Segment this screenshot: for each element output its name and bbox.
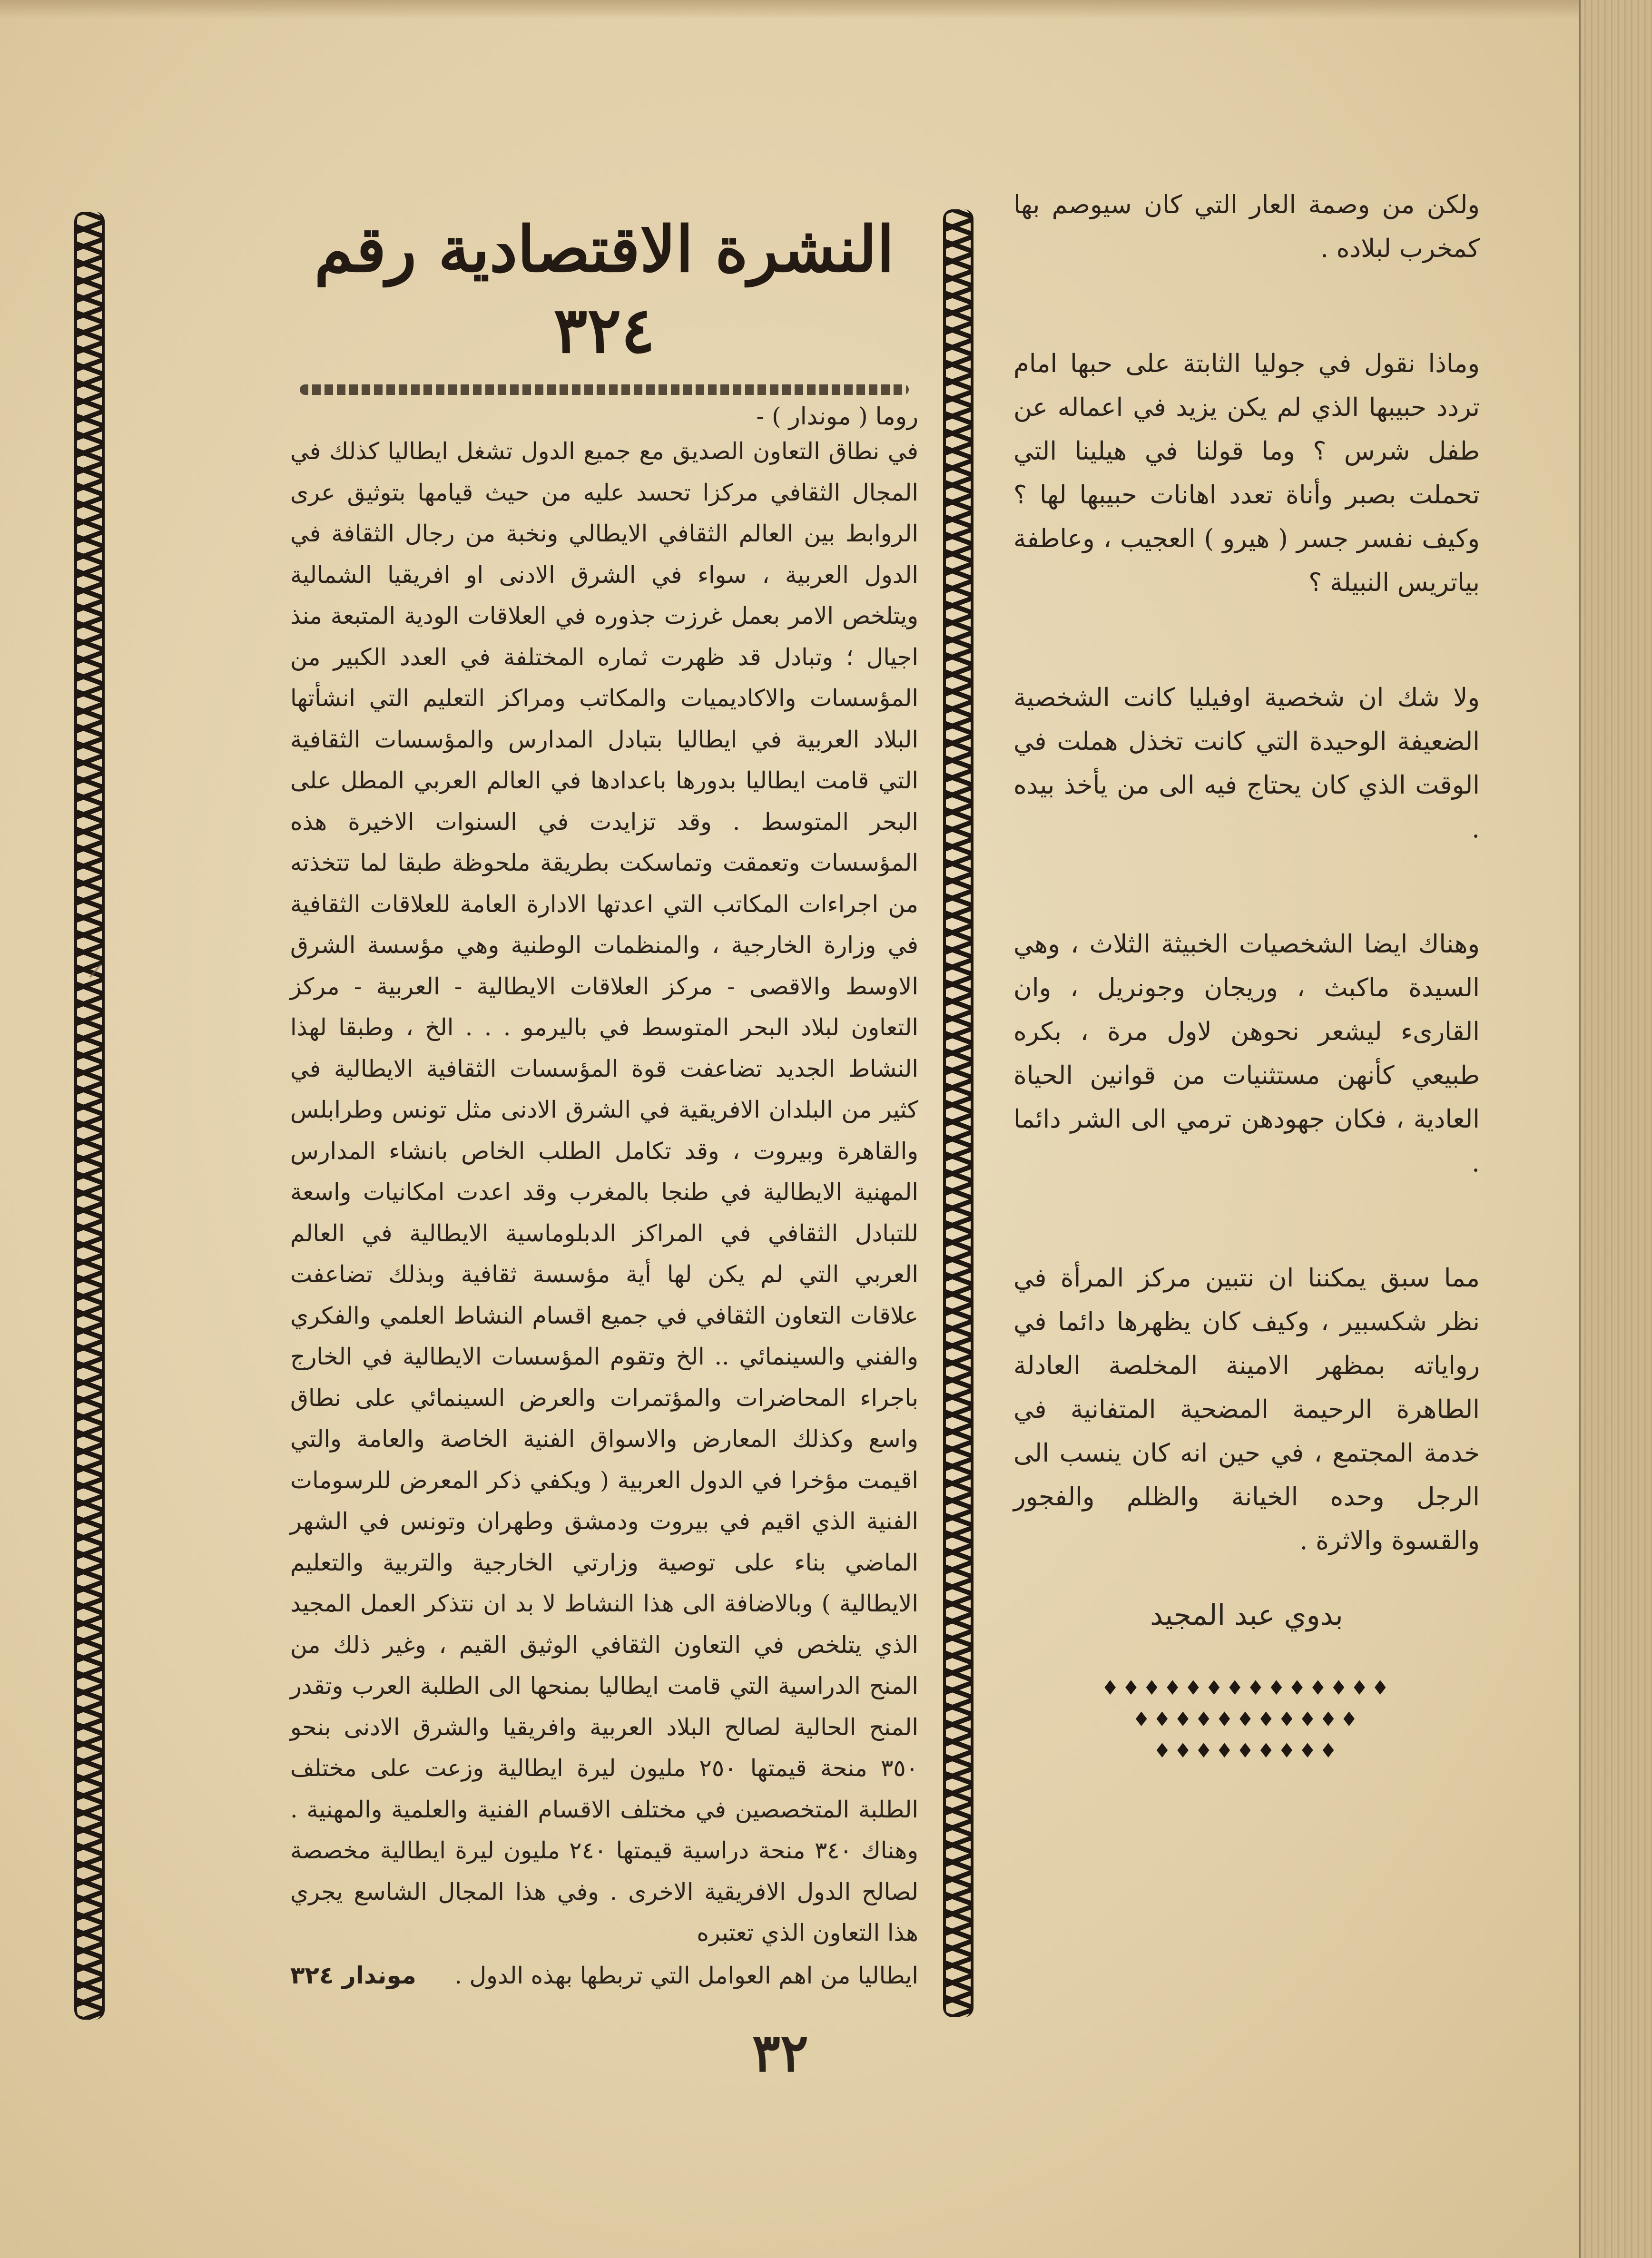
diamond-ornament-row: ♦♦♦♦♦♦♦♦♦ [1153,1739,1340,1762]
bulletin-dateline: روما ( موندار ) - [756,403,918,430]
article-paragraph: ولا شك ان شخصية اوفيليا كانت الشخصية الضعيفة الوحيدة التي كانت تخذل هملت في الوقت الذي كان يحتاج فيه الى من يأخذ بيده . [1013,683,1480,844]
page-stack-edge [1579,0,1652,2258]
title-underline [300,384,909,395]
bulletin-signoff [290,1955,918,1997]
article-paragraph: ولكن من وصمة العار التي كان سيوصم بها كمخرب لبلاده . [1013,190,1480,263]
economic-bulletin [290,209,918,1996]
article-paragraph: مما سبق يمكننا ان نتبين مركز المرأة في نظر شكسبير ، وكيف كان يظهرها دائما في رواياته بمظهر الامينة المخلصة العادلة الطاهرة الرحيمة المضحية المتفانية في خدمة المجتمع ، في حين انه كان ينسب الى الرجل وحده الخيانة والظلم والفجور والقسوة والاثرة . [1013,1264,1480,1555]
closing-ornaments [1013,1672,1480,1767]
article-author: بدوي عبد المجيد [1150,1599,1343,1632]
column-divider-rope [943,209,974,2017]
diamond-ornament-row: ♦♦♦♦♦♦♦♦♦♦♦♦♦♦ [1101,1676,1392,1699]
article-paragraph: وهناك ايضا الشخصيات الخبيثة الثلاث ، وهي السيدة ماكبث ، وريجان وجونريل ، وان القارىء ليشعر نحوهن لاول مرة ، بكره طبيعي كأنهن مستثنيات من قوانين الحياة العادية ، فكان جهودهن ترمي الى الشر دائما . [1013,930,1480,1178]
page-number: ٣٢ [752,2022,809,2083]
bulletin-last-line: ايطاليا من اهم العوامل التي تربطها بهذه الدول . [454,1962,918,1989]
article-paragraph: وماذا نقول في جوليا الثابتة على حبها امام تردد حبيبها الذي لم يكن يزيد في اعماله عن طفل شرس ؟ وما قولنا في هيلينا التي تحملت بصبر وأناة تعدد اهانات حبيبها لها ؟ وكيف نفسر جسر ( هيرو ) العجيب ، وعاطفة بياتريس النبيلة ؟ [1013,349,1480,597]
diamond-ornament-row: ♦♦♦♦♦♦♦♦♦♦♦ [1132,1708,1361,1731]
bulletin-paragraph: في نطاق التعاون الصديق مع جميع الدول تشغل ايطاليا كذلك في المجال الثقافي مركزا تحسد عليه من حيث قيامها بتوثيق عرى الروابط بين العالم الثقافي الايطالي ونخبة من رجال الثقافة في الدول العربية ، سواء في الشرق الادنى او افريقيا الشمالية ويتلخص الامر بعمل غرزت جذوره في العلاقات الودية المتبعة منذ اجيال ؛ وتبادل قد ظهرت ثماره المختلفة في العدد الكبير من المؤسسات والاكاديميات والمكاتب ومراكز التعليم التي انشأتها البلاد العربية في ايطاليا بتبادل المدارس والمؤسسات الثقافية التي قامت ايطاليا بدورها باعدادها في العالم العربي المطل على البحر المتوسط . وقد تزايدت في السنوات الاخيرة هذه المؤسسات وتعمقت وتماسكت بطريقة ملحوظة طبقا لما تتخذته من اجراءات المكاتب التي اعدتها الادارة العامة للعلاقات الثقافية في وزارة الخارجية ، والمنظمات الوطنية وهي مؤسسة الشرق الاوسط والاقصى - مركز العلاقات الايطالية - العربية - مركز التعاون لبلاد البحر المتوسط في باليرمو . . . الخ ، وطبقا لهذا النشاط الجديد تضاعفت قوة المؤسسات الثقافية الايطالية في كثير من البلدان الافريقية في الشرق الادنى مثل تونس وطرابلس والقاهرة وبيروت ، وقد تكامل الطلب الخاص بانشاء المدارس المهنية الايطالية في طنجا بالمغرب وقد اعدت امكانيات واسعة للتبادل الثقافي في المراكز الدبلوماسية الايطالية في العالم العربي التي لم يكن لها أية مؤسسة ثقافية وبذلك تضاعفت علاقات التعاون الثقافي في جميع اقسام النشاط العلمي والفكري والفني والسينمائي .. الخ وتقوم المؤسسات الايطالية في الخارج باجراء المحاضرات والمؤتمرات والعرض السينمائي على نطاق واسع وكذلك المعارض والاسواق الفنية الخاصة والعامة والتي اقيمت مؤخرا في الدول العربية ( ويكفي ذكر المعرض للرسومات الفنية الذي اقيم في بيروت ودمشق وطهران وتونس في الشهر الماضي بناء على توصية وزارتي الخارجية والتربية والتعليم الايطالية ) وبالاضافة الى هذا النشاط لا بد ان نتذكر العمل المجيد الذي يتلخص في التعاون الثقافي الوثيق القيم ، وغير ذلك من المنح الدراسية التي قامت ايطاليا بمنحها الى الطلبة العرب وتقدر المنح الحالية لصالح البلاد العربية وافريقيا والشرق الادنى بنحو ٣٥٠ منحة قيمتها ٢٥٠ مليون ليرة ايطالية وزعت على مختلف الطلبة المتخصصين في مختلف الاقسام الفنية والعلمية والمهنية . وهناك ٣٤٠ منحة دراسية قيمتها ٢٤٠ مليون ليرة ايطالية مخصصة لصالح الدول الافريقية الاخرى . وفي هذا المجال الشاسع يجري هذا التعاون الذي تعتبره [290,438,919,1946]
shakespeare-article [1013,183,1480,1767]
bulletin-credit: موندار ٣٢٤ [290,1961,416,1989]
left-rope-border [74,212,105,2020]
bulletin-title: النشرة الاقتصادية رقم ٣٢٤ [314,213,895,367]
page-top-shadow [0,0,1652,19]
